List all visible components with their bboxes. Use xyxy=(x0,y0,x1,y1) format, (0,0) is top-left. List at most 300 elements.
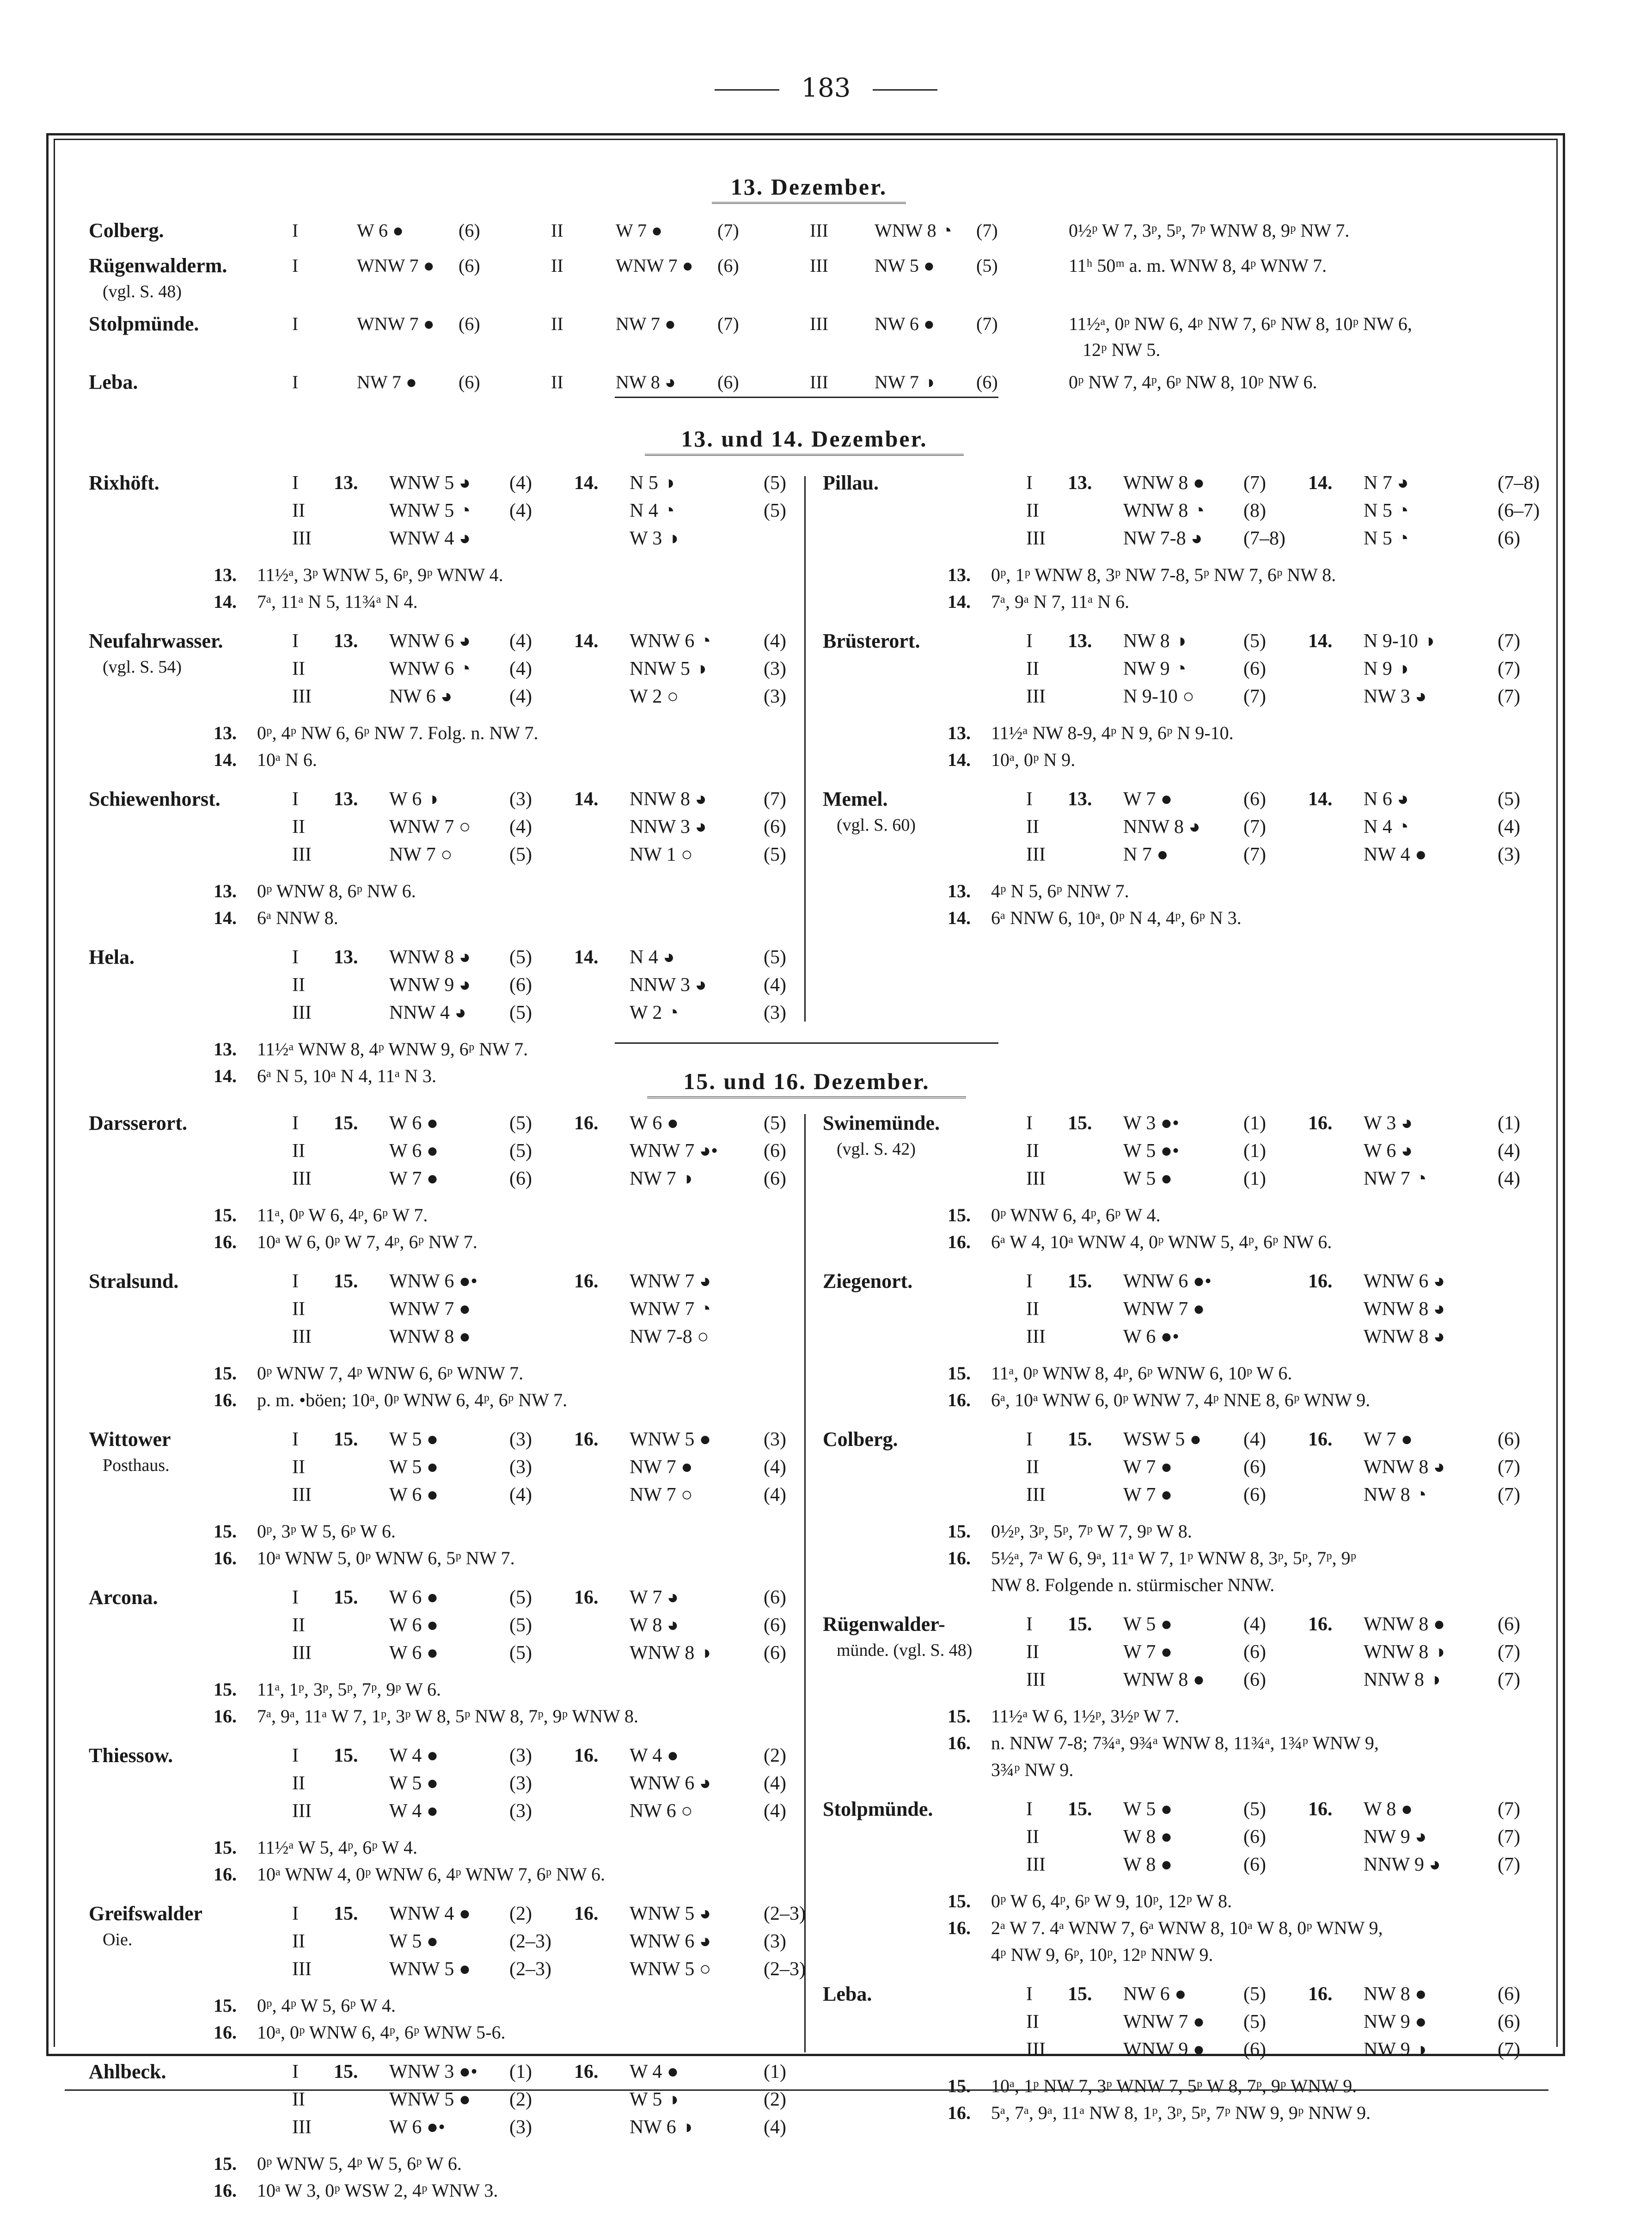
station-gap xyxy=(823,773,1544,785)
note-day: 15. xyxy=(948,1363,971,1384)
wind-1: W 8 ● xyxy=(1123,1854,1173,1875)
day-1: 15. xyxy=(334,1587,358,1608)
note-day: 15. xyxy=(214,1837,237,1858)
wind-1: WNW 5 ● xyxy=(389,2089,471,2110)
station-rows xyxy=(292,1900,828,1983)
section-13-14-right xyxy=(823,469,1544,943)
note-text: 6ᵃ N 5, 10ᵃ N 4, 11ᵃ N 3. xyxy=(257,1066,436,1086)
term-row xyxy=(1026,1795,1562,1823)
daily-note xyxy=(823,1360,1544,1387)
wind-value: NW 7 ◑ xyxy=(875,372,935,392)
station-gap xyxy=(89,773,791,785)
daily-note xyxy=(823,720,1544,747)
station-note: münde. (vgl. S. 48) xyxy=(837,1641,973,1660)
term-label: III xyxy=(292,1326,312,1347)
note-day: 13. xyxy=(948,881,971,901)
term-label: II xyxy=(1026,658,1039,680)
station-block xyxy=(823,1109,1544,1193)
sea-2: (7) xyxy=(1498,1457,1520,1478)
wind-1: WNW 9 ◕ xyxy=(389,974,471,996)
note-day: 16. xyxy=(214,1706,237,1727)
station-gap xyxy=(823,2126,1544,2138)
day-1 xyxy=(1068,683,1123,710)
day-2 xyxy=(574,841,630,869)
term-wind xyxy=(551,251,717,280)
term-row xyxy=(1026,1295,1562,1323)
sea-1: (8) xyxy=(1243,500,1266,521)
term-label: I xyxy=(1026,631,1033,652)
term-row xyxy=(1026,683,1562,710)
daily-note xyxy=(89,1518,791,1545)
station-name-cell xyxy=(89,627,292,710)
term-label: I xyxy=(292,472,299,494)
spacer xyxy=(990,280,1083,303)
day-2: 16. xyxy=(1308,1984,1333,2005)
term-wind xyxy=(292,216,459,245)
note-text: n. NNW 7-8; 7¾ᵃ, 9¾ᵃ WNW 8, 11¾ᵃ, 1¾ᵖ WNW 9, xyxy=(991,1733,1379,1753)
wind-2: NW 1 ○ xyxy=(630,844,693,865)
day-1 xyxy=(1068,1165,1123,1193)
term-label: I xyxy=(292,313,299,334)
sea-2: (5) xyxy=(1498,789,1520,810)
day-2 xyxy=(574,2113,630,2141)
wind-2: W 5 ◑ xyxy=(630,2089,679,2110)
sea-1: (3) xyxy=(509,1773,532,1794)
day-1 xyxy=(334,1481,389,1509)
note-day: 13. xyxy=(948,723,971,743)
daily-note xyxy=(89,1676,791,1703)
sea-1: (6) xyxy=(1243,1826,1266,1848)
wind-1: NW 7-8 ◕ xyxy=(1123,528,1203,549)
wind-2: NNW 5 ◑ xyxy=(630,658,707,680)
station-subrow xyxy=(89,280,1545,303)
term-label: III xyxy=(1026,844,1046,865)
wind-1: W 7 ● xyxy=(1123,1484,1173,1506)
section-15-16-right xyxy=(823,1109,1544,2138)
daily-note xyxy=(89,1834,791,1861)
term-row xyxy=(292,813,828,841)
wind-1: W 5 ● xyxy=(389,1931,439,1952)
day-2: 14. xyxy=(1308,789,1333,810)
sea-1: (2–3) xyxy=(509,1959,551,1980)
sea-1: (6) xyxy=(1243,1484,1266,1506)
station-block xyxy=(89,1426,791,1509)
sea-1: (2–3) xyxy=(509,1931,551,1952)
note-day: 15. xyxy=(948,1205,971,1225)
note-text: 6ᵃ NNW 6, 10ᵃ, 0ᵖ N 4, 4ᵖ, 6ᵖ N 3. xyxy=(991,907,1242,928)
wind-2: W 6 ● xyxy=(630,1113,679,1134)
term-row xyxy=(1026,813,1562,841)
term-label: II xyxy=(292,816,305,838)
wind-1: WNW 8 ● xyxy=(389,1326,471,1347)
sea-2: (7) xyxy=(1498,1854,1520,1875)
daily-note xyxy=(823,1518,1544,1545)
sea-1 xyxy=(509,1323,574,1351)
station-rows xyxy=(292,627,828,710)
station-name-cell xyxy=(823,785,1026,869)
note-text: 0ᵖ WNW 7, 4ᵖ WNW 6, 6ᵖ WNW 7. xyxy=(257,1363,524,1384)
station-rows xyxy=(1026,1109,1562,1193)
daily-note xyxy=(89,2019,791,2046)
station-block xyxy=(89,1742,791,1825)
wind-1: N 7 ● xyxy=(1123,844,1169,865)
wind-1: W 6 ◑ xyxy=(389,789,439,810)
daily-note xyxy=(823,1572,1544,1598)
wind-1: W 7 ● xyxy=(1123,1457,1173,1478)
sea-2: (5) xyxy=(764,472,786,494)
day-2 xyxy=(1308,1453,1364,1481)
sea-2: (4) xyxy=(1498,1140,1520,1162)
daily-note xyxy=(823,878,1544,905)
station-name: Brüsterort. xyxy=(823,630,920,652)
day-1 xyxy=(1068,1323,1123,1351)
note-text: 0ᵖ WNW 5, 4ᵖ W 5, 6ᵖ W 6. xyxy=(257,2153,462,2174)
term-wind xyxy=(551,368,717,397)
station-gap xyxy=(89,1730,791,1742)
day-2 xyxy=(1308,683,1364,710)
sea-1: (5) xyxy=(509,844,532,865)
term-label: I xyxy=(1026,472,1033,494)
note-day: 16. xyxy=(948,1548,971,1568)
term-row xyxy=(292,627,828,655)
observations-cont: 12ᵖ NW 5. xyxy=(1083,339,1161,360)
station-name-cell xyxy=(823,469,1026,552)
sea-2: (6) xyxy=(764,816,786,838)
term-row xyxy=(1026,627,1562,655)
day-2: 16. xyxy=(574,1745,599,1766)
term-label: I xyxy=(1026,789,1033,810)
term-row xyxy=(1026,1109,1562,1137)
day-1 xyxy=(1068,2008,1123,2036)
sea-2: (5) xyxy=(764,1113,786,1134)
term-row xyxy=(292,1481,828,1509)
day-1: 15. xyxy=(1068,1614,1092,1635)
wind-value: NW 5 ● xyxy=(875,255,935,276)
term-label: I xyxy=(292,1113,299,1134)
wind-2: WNW 8 ◕ xyxy=(1364,1457,1445,1478)
day-1 xyxy=(334,1955,389,1983)
station-gap xyxy=(89,1255,791,1268)
section-divider xyxy=(615,397,998,398)
day-1: 13. xyxy=(1068,472,1092,494)
note-text: 11½ᵃ W 5, 4ᵖ, 6ᵖ W 4. xyxy=(257,1837,417,1858)
day-1 xyxy=(334,525,389,552)
station-gap xyxy=(89,1572,791,1584)
sea-2: (3) xyxy=(764,1002,786,1023)
note-day: 14. xyxy=(214,907,237,928)
term-row xyxy=(292,1323,828,1351)
day-1 xyxy=(334,1165,389,1193)
sea-1: (6) xyxy=(1243,658,1266,680)
day-2 xyxy=(574,1295,630,1323)
sea-1: (5) xyxy=(509,1002,532,1023)
station-name-cell xyxy=(823,1426,1026,1509)
station-gap xyxy=(89,245,1545,251)
note-day: 13. xyxy=(214,881,237,901)
station-name: Colberg. xyxy=(89,219,164,242)
station-name-cell xyxy=(89,785,292,869)
station-block xyxy=(823,1795,1544,1879)
daily-note xyxy=(823,1941,1544,1968)
note-text: 0ᵖ, 1ᵖ WNW 8, 3ᵖ NW 7-8, 5ᵖ NW 7, 6ᵖ NW 8. xyxy=(991,564,1336,585)
sea-2: (6) xyxy=(1498,1614,1520,1635)
sea-2: (7) xyxy=(764,789,786,810)
sea-1: (7–8) xyxy=(1243,528,1285,549)
note-text: NW 8. Folgende n. stürmischer NNW. xyxy=(991,1574,1275,1595)
sea-2: (1) xyxy=(1498,1113,1520,1134)
term-label: I xyxy=(292,789,299,810)
daily-note xyxy=(89,2177,791,2204)
observations-cont xyxy=(1083,280,1545,303)
sea-1: (3) xyxy=(509,1800,532,1822)
term-label: II xyxy=(551,255,563,276)
sea-1 xyxy=(1243,1295,1308,1323)
observations: 11½ᵃ, 0ᵖ NW 6, 4ᵖ NW 7, 6ᵖ NW 8, 10ᵖ NW 6, xyxy=(1069,313,1412,334)
wind-2: WNW 8 ◑ xyxy=(1364,1641,1445,1663)
station-note: Posthaus. xyxy=(103,1456,170,1475)
day-2 xyxy=(1308,525,1364,552)
wind-value: NW 6 ● xyxy=(875,313,935,334)
term-row xyxy=(1026,1268,1562,1295)
note-text: 0ᵖ, 4ᵖ NW 6, 6ᵖ NW 7. Folg. n. NW 7. xyxy=(257,723,538,743)
term-wind xyxy=(292,251,459,280)
sea-1: (6) xyxy=(509,974,532,996)
wind-2: W 2 ○ xyxy=(630,686,679,707)
wind-1: WNW 5 ● xyxy=(389,1959,471,1980)
term-label: III xyxy=(1026,1854,1046,1875)
page-number xyxy=(0,73,1652,103)
term-label: III xyxy=(292,528,312,549)
day-1: 15. xyxy=(1068,1113,1092,1134)
wind-2: NW 3 ◕ xyxy=(1364,686,1427,707)
wind-1: W 5 ● xyxy=(389,1773,439,1794)
sea-1: (7) xyxy=(1243,472,1266,494)
day-2 xyxy=(574,1955,630,1983)
wind-2: NW 4 ● xyxy=(1364,844,1427,865)
spacer xyxy=(824,338,990,361)
day-2 xyxy=(1308,1481,1364,1509)
term-row xyxy=(292,1797,828,1825)
station-name-cell xyxy=(89,1900,292,1983)
term-label: II xyxy=(1026,1826,1039,1848)
day-1: 15. xyxy=(1068,1984,1092,2005)
wind-1: W 6 ● xyxy=(389,1484,439,1506)
wind-1: WNW 6 ◕ xyxy=(389,631,471,652)
term-row xyxy=(292,497,828,525)
station-row xyxy=(89,368,1545,397)
note-text: 11ᵃ, 0ᵖ WNW 8, 4ᵖ, 6ᵖ WNW 6, 10ᵖ W 6. xyxy=(991,1363,1292,1384)
note-day: 16. xyxy=(214,1548,237,1568)
station-name-cell xyxy=(89,1109,292,1193)
day-1 xyxy=(334,1928,389,1955)
station-name: Leba. xyxy=(823,1983,872,2005)
wind-1: W 5 ● xyxy=(389,1457,439,1478)
observations: 11ʰ 50ᵐ a. m. WNW 8, 4ᵖ WNW 7. xyxy=(1069,255,1327,276)
daily-note xyxy=(823,1202,1544,1229)
term-row xyxy=(292,1611,828,1639)
wind-1: W 6 ● xyxy=(389,1642,439,1664)
term-label: I xyxy=(1026,1429,1033,1450)
station-rows xyxy=(292,469,828,552)
wind-2: WNW 8 ◕ xyxy=(1364,1326,1445,1347)
wind-1: WNW 7 ● xyxy=(389,1298,471,1320)
sea-2: (7) xyxy=(1498,1484,1520,1506)
column-divider xyxy=(804,1114,806,2052)
term-row xyxy=(292,469,828,497)
day-2: 16. xyxy=(574,1113,599,1134)
wind-value: NW 7 ● xyxy=(616,313,676,334)
station-row xyxy=(89,251,1545,280)
sea-state: (7) xyxy=(717,313,739,334)
station-rows xyxy=(1026,1795,1562,1879)
station-block xyxy=(823,785,1544,869)
term-row xyxy=(292,1928,828,1955)
station-gap xyxy=(89,2204,791,2216)
day-1: 15. xyxy=(1068,1271,1092,1292)
wind-1: WNW 9 ● xyxy=(1123,2039,1205,2060)
daily-note xyxy=(823,1229,1544,1255)
station-gap xyxy=(823,615,1544,627)
term-wind xyxy=(810,216,976,245)
note-day: 16. xyxy=(948,1733,971,1753)
section-title-15-16-dezember xyxy=(647,1068,966,1098)
term-row xyxy=(1026,1638,1562,1666)
note-text: 6ᵃ NNW 8. xyxy=(257,907,338,928)
station-rows xyxy=(1026,1611,1562,1694)
term-wind xyxy=(551,216,717,245)
wind-1: W 4 ● xyxy=(389,1800,439,1822)
day-2 xyxy=(574,1639,630,1667)
note-day: 14. xyxy=(948,591,971,612)
day-1: 15. xyxy=(334,1429,358,1450)
wind-1: W 7 ● xyxy=(1123,1641,1173,1663)
station-block xyxy=(823,1268,1544,1351)
station-name: Rügenwalderm. xyxy=(89,254,227,277)
note-text: 10ᵃ WNW 4, 0ᵖ WNW 6, 4ᵖ WNW 7, 6ᵖ NW 6. xyxy=(257,1864,606,1885)
sea-1: (7) xyxy=(1243,816,1266,838)
term-label: II xyxy=(292,1298,305,1320)
day-1 xyxy=(1068,525,1123,552)
sea-1: (3) xyxy=(509,789,532,810)
note-day: 16. xyxy=(948,1231,971,1252)
section-title-13-dezember xyxy=(712,173,906,204)
sea-2: (7) xyxy=(1498,1641,1520,1663)
sea-1: (4) xyxy=(1243,1614,1266,1635)
station-gap xyxy=(89,303,1545,310)
term-wind xyxy=(810,368,976,397)
wind-1: W 5 ●• xyxy=(1123,1140,1179,1162)
sea-state: (6) xyxy=(459,313,480,334)
station-block xyxy=(823,469,1544,552)
sea-1: (6) xyxy=(1243,1854,1266,1875)
sea-1: (5) xyxy=(1243,1984,1266,2005)
note-text: 10ᵃ W 3, 0ᵖ WSW 2, 4ᵖ WNW 3. xyxy=(257,2180,498,2201)
sea-2: (3) xyxy=(1498,844,1520,865)
wind-1: W 5 ● xyxy=(1123,1614,1173,1635)
wind-1: W 7 ● xyxy=(1123,789,1173,810)
term-row xyxy=(292,1453,828,1481)
term-label: II xyxy=(1026,1140,1039,1162)
station-name-cell xyxy=(89,1268,292,1351)
sea-1: (4) xyxy=(509,1484,532,1506)
day-2 xyxy=(574,971,630,999)
wind-2: W 7 ● xyxy=(1364,1429,1413,1450)
wind-1: W 4 ● xyxy=(389,1745,439,1766)
note-text: 4ᵖ N 5, 6ᵖ NNW 7. xyxy=(991,881,1129,901)
term-row xyxy=(292,1268,828,1295)
day-1: 13. xyxy=(334,631,358,652)
wind-2: NW 6 ◑ xyxy=(630,2117,693,2138)
wind-2: NNW 8 ◕ xyxy=(630,789,707,810)
term-label: I xyxy=(292,631,299,652)
sea-2: (4) xyxy=(764,1800,786,1822)
wind-1: NW 9 ◔ xyxy=(1123,658,1187,680)
day-2 xyxy=(574,999,630,1027)
day-2: 14. xyxy=(574,472,599,494)
wind-1: W 6 ● xyxy=(389,1113,439,1134)
wind-2: W 3 ◑ xyxy=(630,528,679,549)
day-1 xyxy=(1068,1851,1123,1879)
term-row xyxy=(292,1770,828,1797)
term-row xyxy=(292,1955,828,1983)
term-label: I xyxy=(292,1587,299,1608)
sea-2: (1) xyxy=(764,2061,786,2082)
term-row xyxy=(292,841,828,869)
term-label: III xyxy=(292,1800,312,1822)
note-day: 15. xyxy=(214,1363,237,1384)
note-day: 14. xyxy=(214,591,237,612)
station-name: Hela. xyxy=(89,946,135,968)
note-text: 0ᵖ W 6, 4ᵖ, 6ᵖ W 9, 10ᵖ, 12ᵖ W 8. xyxy=(991,1891,1232,1911)
note-day: 16. xyxy=(948,1390,971,1410)
day-1: 15. xyxy=(334,1271,358,1292)
section-13-dezember xyxy=(89,216,1545,403)
wind-2: NNW 3 ◕ xyxy=(630,816,707,838)
wind-1: W 6 ●• xyxy=(1123,1326,1179,1347)
sea-1: (4) xyxy=(509,472,532,494)
wind-2: WNW 5 ● xyxy=(630,1429,711,1450)
station-gap xyxy=(89,1414,791,1426)
day-2: 16. xyxy=(1308,1271,1333,1292)
sea-1: (4) xyxy=(1243,1429,1266,1450)
note-text: 0ᵖ WNW 8, 6ᵖ NW 6. xyxy=(257,881,416,901)
day-1 xyxy=(1068,655,1123,683)
sea-2 xyxy=(764,1295,828,1323)
daily-note xyxy=(823,905,1544,931)
station-name: Stolpmünde. xyxy=(823,1798,933,1820)
term-label: II xyxy=(551,372,563,392)
sea-2: (2) xyxy=(764,1745,786,1766)
station-rows xyxy=(1026,1980,1562,2064)
term-label: III xyxy=(1026,1484,1046,1506)
sea-1: (4) xyxy=(509,500,532,521)
day-2: 14. xyxy=(1308,472,1333,494)
term-wind xyxy=(292,368,459,397)
station-name-cell xyxy=(823,1611,1026,1694)
sea-1: (1) xyxy=(1243,1140,1266,1162)
note-day: 16. xyxy=(214,2180,237,2201)
sea-1: (4) xyxy=(509,631,532,652)
wind-1: W 5 ● xyxy=(389,1429,439,1450)
term-label: I xyxy=(292,255,299,276)
term-row xyxy=(292,525,828,552)
day-2 xyxy=(1308,497,1364,525)
note-day: 14. xyxy=(948,749,971,770)
day-1 xyxy=(334,1137,389,1165)
column-divider xyxy=(804,476,806,1022)
note-text: 5½ᵃ, 7ᵃ W 6, 9ᵃ, 11ᵃ W 7, 1ᵖ WNW 8, 3ᵖ, 5ᵖ, 7ᵖ, 9ᵖ xyxy=(991,1548,1357,1568)
wind-1: WNW 8 ● xyxy=(1123,472,1205,494)
